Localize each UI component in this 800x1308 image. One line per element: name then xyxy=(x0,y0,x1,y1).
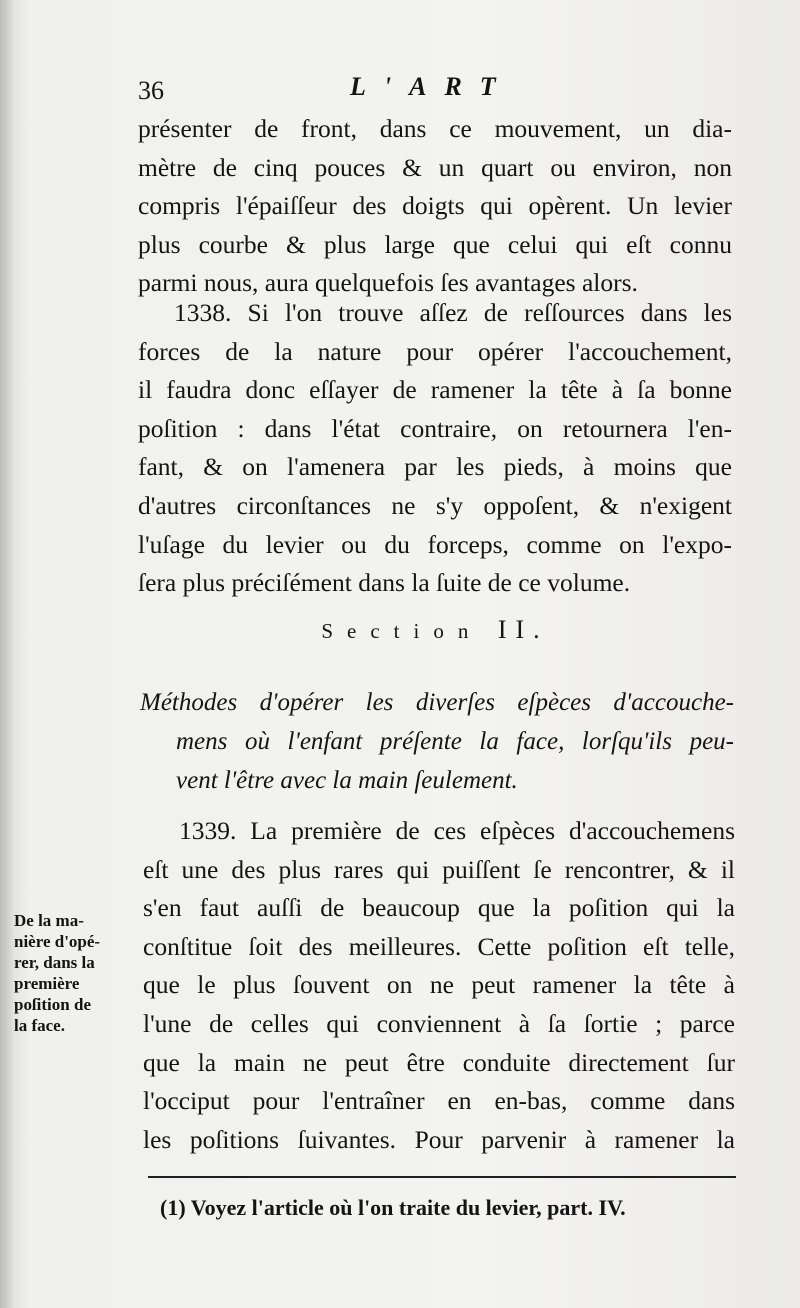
footnote-rule xyxy=(148,1176,736,1178)
margin-note-line: première xyxy=(14,974,80,993)
text-line: poſition : dans l'état contraire, on retournera l'en- xyxy=(138,413,732,443)
margin-note-line: nière d'opé- xyxy=(14,932,101,951)
page-spine-shadow xyxy=(0,0,14,1308)
margin-note-line: poſition de xyxy=(14,995,91,1014)
text-line: fant, & on l'amenera par les pieds, à moins que xyxy=(138,452,732,482)
page-number: 36 xyxy=(138,76,164,105)
margin-note-line: De la ma- xyxy=(14,911,84,930)
section-heading xyxy=(138,615,732,645)
text-line: s'en faut auſſi de beaucoup que la poſition qui la xyxy=(143,893,735,923)
section-subtitle xyxy=(140,683,734,800)
text-line: l'uſage du levier ou du forceps, comme on l'expo- xyxy=(138,529,732,559)
text-line: l'occiput pour l'entraîner en en-bas, comme dans xyxy=(143,1086,735,1116)
text-line: il faudra donc eſſayer de ramener la tête à ſa bonne xyxy=(138,375,732,405)
margin-note-line: la face. xyxy=(14,1016,65,1035)
text-line: présenter de front, dans ce mouvement, un dia- xyxy=(138,114,732,143)
margin-note-line: rer, dans la xyxy=(14,953,95,972)
footnote: (1) Voyez l'article où l'on traite du levier, part. IV. xyxy=(160,1195,626,1220)
running-title: L'ART xyxy=(350,72,514,101)
text-line: les poſitions ſuivantes. Pour parvenir à ramener la xyxy=(143,1124,735,1154)
text-line: compris l'épaiſſeur des doigts qui opèrent. Un levier xyxy=(138,191,732,221)
section-word: Section xyxy=(321,619,483,643)
section-number: II. xyxy=(497,615,549,644)
text-line: conſtitue ſoit des meilleures. Cette poſition eſt telle, xyxy=(143,931,735,961)
text-line: 1338. Si l'on trouve aſſez de reſſources dans les xyxy=(174,298,732,327)
subtitle-line: Méthodes d'opérer les diverſes eſpèces d'accouche- xyxy=(140,689,734,716)
paragraph-continuation xyxy=(138,110,732,303)
paragraph-1339 xyxy=(143,812,735,1159)
text-line: forces de la nature pour opérer l'accouchement, xyxy=(138,336,732,366)
page-header xyxy=(138,72,738,112)
text-line: eſt une des plus rares qui puiſſent ſe rencontrer, & il xyxy=(143,854,735,884)
text-line: que la main ne peut être conduite directement ſur xyxy=(143,1047,735,1077)
subtitle-line: mens où l'enfant préſente la face, lorſqu'ils peu- xyxy=(176,728,734,755)
text-line: que le plus ſouvent on ne peut ramener la tête à xyxy=(143,970,735,1000)
text-line: plus courbe & plus large que celui qui eſt connu xyxy=(138,229,732,259)
subtitle-line: vent l'être avec la main ſeulement. xyxy=(176,767,518,794)
text-line: l'une de celles qui conviennent à ſa ſortie ; parce xyxy=(143,1008,735,1038)
text-line: d'autres circonſtances ne s'y oppoſent, & n'exigent xyxy=(138,490,732,520)
text-line: parmi nous, aura quelquefois ſes avantages alors. xyxy=(138,268,638,298)
text-line: ſera plus préciſément dans la ſuite de ce volume. xyxy=(138,568,631,598)
text-line: 1339. La première de ces eſpèces d'accouchemens xyxy=(179,816,735,845)
text-line: mètre de cinq pouces & un quart ou environ, non xyxy=(138,152,732,182)
margin-note xyxy=(14,910,138,1036)
paragraph-1338 xyxy=(138,294,732,603)
